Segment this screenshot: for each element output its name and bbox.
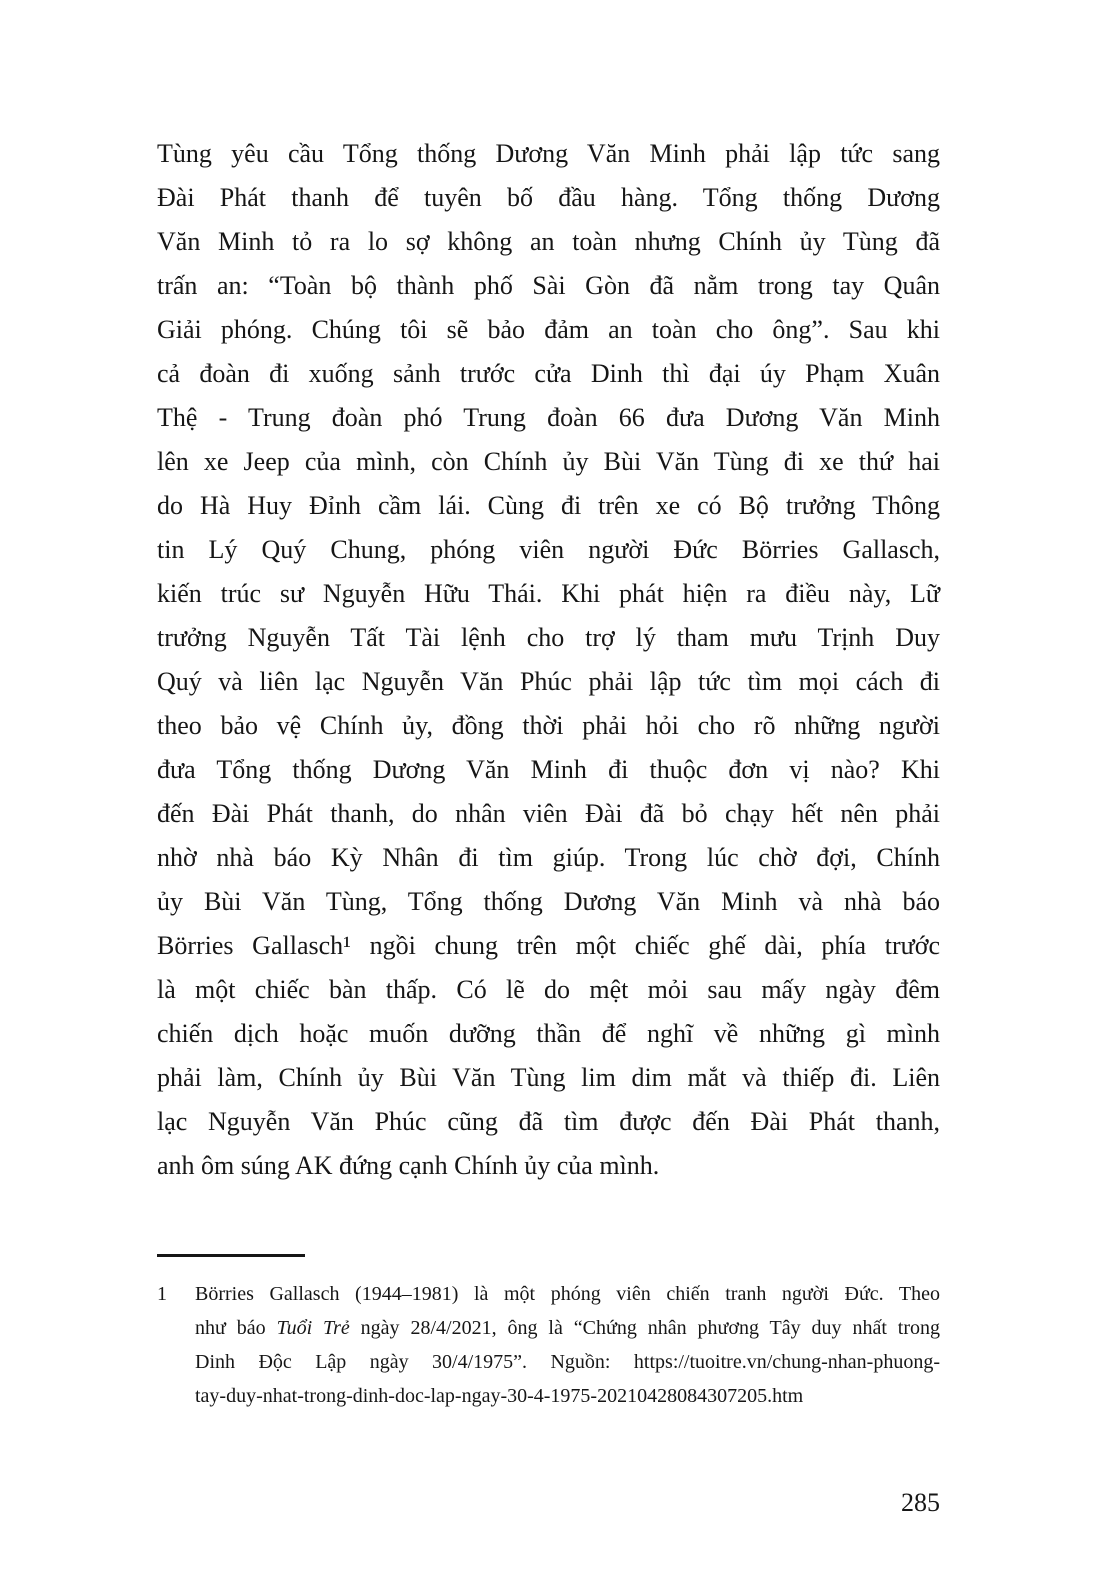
footnote-segment: ngày 28/4/2021, ông là “Chứng nhân phương Tây duy nhất trong <box>349 1317 941 1339</box>
text-line: theo bảo vệ Chính ủy, đồng thời phải hỏi cho rõ những người <box>157 711 940 740</box>
footnote-italic-title: Tuổi Trẻ <box>276 1317 350 1339</box>
footnote-number: 1 <box>157 1283 167 1305</box>
footnote-segment: tay-duy-nhat-trong-dinh-doc-lap-ngay-30-4-1975-20210428084307205.htm <box>195 1385 804 1407</box>
footnote-segment: Börries Gallasch (1944–1981) là một phóng viên chiến tranh người Đức. Theo <box>195 1283 940 1305</box>
text-line: Giải phóng. Chúng tôi sẽ bảo đảm an toàn cho ông”. Sau khi <box>157 315 940 344</box>
text-line: lạc Nguyễn Văn Phúc cũng đã tìm được đến Đài Phát thanh, <box>157 1107 940 1136</box>
text-line: chiến dịch hoặc muốn dưỡng thần để nghĩ về những gì mình <box>157 1019 940 1048</box>
text-line: kiến trúc sư Nguyễn Hữu Thái. Khi phát hiện ra điều này, Lữ <box>157 579 940 608</box>
text-line: Thệ - Trung đoàn phó Trung đoàn 66 đưa Dương Văn Minh <box>157 403 940 432</box>
footnote <box>157 1277 940 1413</box>
footnote-line <box>195 1345 940 1379</box>
text-line: trưởng Nguyễn Tất Tài lệnh cho trợ lý tham mưu Trịnh Duy <box>157 623 940 652</box>
text-line: Đài Phát thanh để tuyên bố đầu hàng. Tổng thống Dương <box>157 183 940 212</box>
text-line: tin Lý Quý Chung, phóng viên người Đức Börries Gallasch, <box>157 535 940 564</box>
footnote-text <box>195 1277 940 1413</box>
text-line: lên xe Jeep của mình, còn Chính ủy Bùi Văn Tùng đi xe thứ hai <box>157 447 940 476</box>
text-line: cả đoàn đi xuống sảnh trước cửa Dinh thì đại úy Phạm Xuân <box>157 359 940 388</box>
body-text <box>157 132 940 1188</box>
text-line: nhờ nhà báo Kỳ Nhân đi tìm giúp. Trong lúc chờ đợi, Chính <box>157 843 940 872</box>
text-line: là một chiếc bàn thấp. Có lẽ do mệt mỏi sau mấy ngày đêm <box>157 975 940 1004</box>
footnote-line <box>195 1379 940 1413</box>
text-line: Quý và liên lạc Nguyễn Văn Phúc phải lập tức tìm mọi cách đi <box>157 667 940 696</box>
footnote-separator <box>157 1254 305 1257</box>
text-line: ủy Bùi Văn Tùng, Tổng thống Dương Văn Minh và nhà báo <box>157 887 940 916</box>
text-line: đưa Tổng thống Dương Văn Minh đi thuộc đơn vị nào? Khi <box>157 755 940 784</box>
footnote-line <box>195 1277 940 1311</box>
text-line: trấn an: “Toàn bộ thành phố Sài Gòn đã nằm trong tay Quân <box>157 271 940 300</box>
text-line: đến Đài Phát thanh, do nhân viên Đài đã bỏ chạy hết nên phải <box>157 799 940 828</box>
footnote-line <box>195 1311 940 1345</box>
text-line: Börries Gallasch¹ ngồi chung trên một chiếc ghế dài, phía trước <box>157 931 940 960</box>
text-line: Văn Minh tỏ ra lo sợ không an toàn nhưng Chính ủy Tùng đã <box>157 227 940 256</box>
text-line: phải làm, Chính ủy Bùi Văn Tùng lim dim mắt và thiếp đi. Liên <box>157 1063 940 1092</box>
footnote-segment: như báo <box>195 1317 277 1339</box>
text-line: anh ôm súng AK đứng cạnh Chính ủy của mình. <box>157 1151 660 1180</box>
footnote-segment: Dinh Độc Lập ngày 30/4/1975”. Nguồn: https://tuoitre.vn/chung-nhan-phuong- <box>195 1351 940 1373</box>
text-line: Tùng yêu cầu Tổng thống Dương Văn Minh phải lập tức sang <box>157 139 940 168</box>
text-line: do Hà Huy Đỉnh cầm lái. Cùng đi trên xe có Bộ trưởng Thông <box>157 491 940 520</box>
page-number: 285 <box>901 1488 940 1517</box>
